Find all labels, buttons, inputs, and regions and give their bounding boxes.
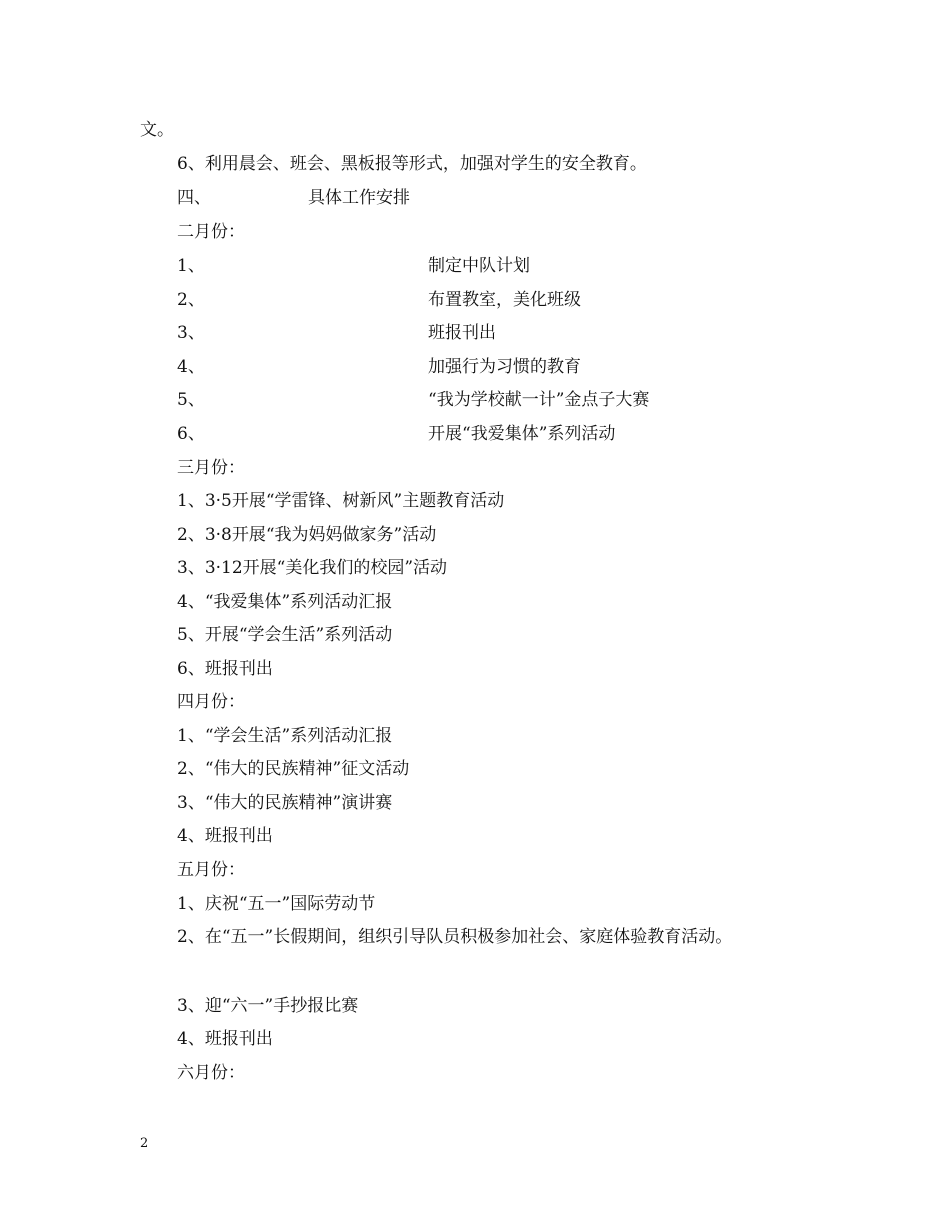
list-item: 6、班报刊出 [177, 659, 273, 679]
month-heading: 四月份： [177, 692, 245, 712]
list-item: 4、班报刊出 [177, 826, 273, 846]
list-item: 2、“伟大的民族精神”征文活动 [177, 759, 410, 779]
section-heading: 具体工作安排 [308, 188, 410, 208]
month-heading: 六月份： [177, 1063, 245, 1083]
list-item-number: 5、 [177, 390, 205, 410]
month-heading: 五月份： [177, 860, 245, 880]
text-line: 文。 [140, 120, 174, 140]
list-item-text: 制定中队计划 [428, 256, 530, 276]
list-item: 2、在“五一”长假期间，组织引导队员积极参加社会、家庭体验教育活动。 [177, 927, 733, 947]
list-item-number: 1、 [177, 256, 205, 276]
list-item-text: 加强行为习惯的教育 [428, 357, 581, 377]
list-item: 4、“我爱集体”系列活动汇报 [177, 592, 393, 612]
list-item-text: 开展“我爱集体”系列活动 [428, 424, 616, 444]
list-item: 2、3·8开展“我为妈妈做家务”活动 [177, 525, 437, 545]
list-item-number: 2、 [177, 290, 205, 310]
list-item-number: 3、 [177, 323, 205, 343]
list-item: 3、迎“六一”手抄报比赛 [177, 996, 359, 1016]
section-number: 四、 [177, 188, 211, 208]
list-item-number: 6、 [177, 424, 205, 444]
list-item: 3、3·12开展“美化我们的校园”活动 [177, 558, 448, 578]
text-line: 6、利用晨会、班会、黑板报等形式，加强对学生的安全教育。 [177, 154, 647, 174]
page-number: 2 [140, 1136, 149, 1151]
list-item-number: 4、 [177, 357, 205, 377]
list-item: 1、“学会生活”系列活动汇报 [177, 726, 393, 746]
list-item-text: “我为学校献一计”金点子大赛 [428, 390, 650, 410]
list-item: 4、班报刊出 [177, 1029, 273, 1049]
list-item-text: 布置教室，美化班级 [428, 290, 581, 310]
month-heading: 三月份： [177, 458, 245, 478]
month-heading: 二月份： [177, 222, 245, 242]
list-item: 1、3·5开展“学雷锋、树新风”主题教育活动 [177, 491, 505, 511]
list-item: 1、庆祝“五一”国际劳动节 [177, 894, 376, 914]
list-item: 3、“伟大的民族精神”演讲赛 [177, 793, 393, 813]
list-item: 5、开展“学会生活”系列活动 [177, 625, 393, 645]
list-item-text: 班报刊出 [428, 323, 496, 343]
